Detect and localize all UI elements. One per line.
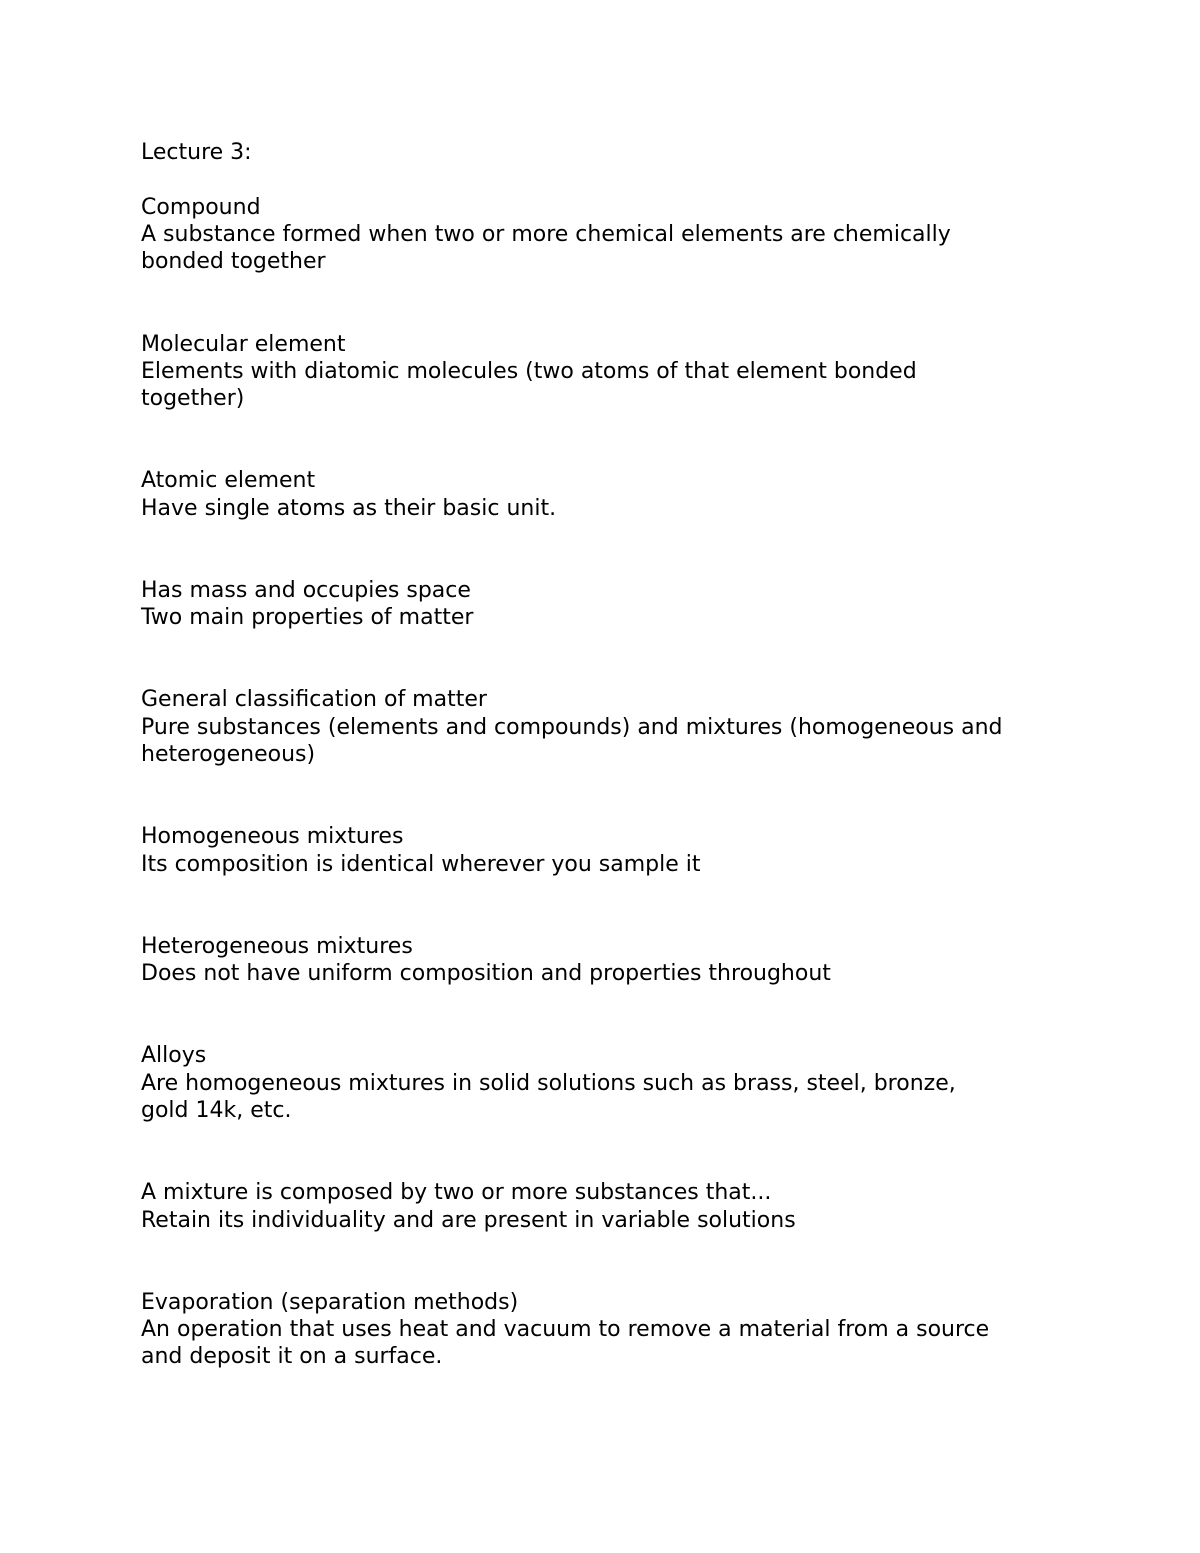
term-general-classification: General classification of matter [141, 687, 487, 712]
term-molecular-element: Molecular element [141, 332, 346, 357]
definition-line: Have single atoms as their basic unit. [141, 496, 557, 521]
definition-line: heterogeneous) [141, 742, 316, 767]
term-atomic-element: Atomic element [141, 468, 316, 493]
definition-line: together) [141, 386, 245, 411]
term-evaporation: Evaporation (separation methods) [141, 1290, 519, 1315]
definition-line: Are homogeneous mixtures in solid solutions such as brass, steel, bronze, [141, 1071, 956, 1096]
lecture-title: Lecture 3: [141, 140, 252, 165]
definition-line: and deposit it on a surface. [141, 1344, 443, 1369]
term-alloys: Alloys [141, 1043, 207, 1068]
definition-line: Does not have uniform composition and properties throughout [141, 961, 831, 986]
definition-line: Its composition is identical wherever you sample it [141, 852, 701, 877]
term-mixture-composed: A mixture is composed by two or more substances that... [141, 1180, 772, 1205]
definition-line: Pure substances (elements and compounds) and mixtures (homogeneous and [141, 715, 1003, 740]
term-compound: Compound [141, 195, 261, 220]
definition-line: Elements with diatomic molecules (two atoms of that element bonded [141, 359, 917, 384]
definition-line: A substance formed when two or more chemical elements are chemically [141, 222, 951, 247]
definition-line: bonded together [141, 249, 326, 274]
term-heterogeneous-mixtures: Heterogeneous mixtures [141, 934, 413, 959]
term-homogeneous-mixtures: Homogeneous mixtures [141, 824, 404, 849]
definition-line: gold 14k, etc. [141, 1098, 292, 1123]
definition-line: Retain its individuality and are present in variable solutions [141, 1208, 796, 1233]
definition-line: Two main properties of matter [141, 605, 474, 630]
term-has-mass: Has mass and occupies space [141, 578, 471, 603]
definition-line: An operation that uses heat and vacuum to remove a material from a source [141, 1317, 990, 1342]
